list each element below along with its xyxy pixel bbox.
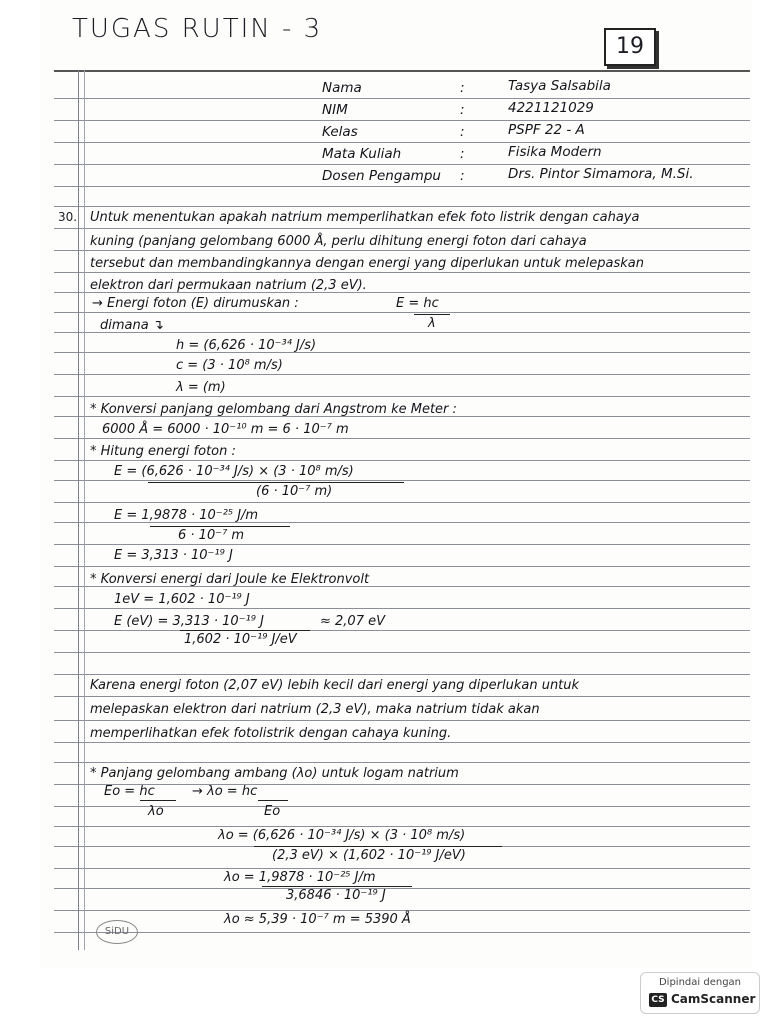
ruled-line bbox=[54, 502, 750, 503]
calc3-result: E = 3,313 · 10⁻¹⁹ J bbox=[114, 548, 233, 563]
ruled-line bbox=[54, 206, 750, 207]
ruled-line bbox=[54, 742, 750, 743]
ruled-line bbox=[54, 70, 750, 72]
conclusion-line-3: memperlihatkan efek fotolistrik dengan cahaya kuning. bbox=[90, 726, 452, 741]
calc2-numerator: E = 1,9878 · 10⁻²⁵ J/m bbox=[114, 508, 259, 523]
calc1-denominator: (6 · 10⁻⁷ m) bbox=[256, 484, 333, 499]
page-number: 19 bbox=[616, 34, 644, 59]
formula-denominator: λ bbox=[428, 316, 436, 331]
scanner-name: CamScanner bbox=[671, 992, 756, 1006]
ruled-line bbox=[54, 186, 750, 187]
thr1b-fraction-bar bbox=[258, 800, 288, 801]
threshold-heading: * Panjang gelombang ambang (λo) untuk logam natrium bbox=[90, 766, 459, 781]
ev-denominator: 1,602 · 10⁻¹⁹ J/eV bbox=[184, 632, 297, 647]
conversion-heading: * Konversi panjang gelombang dari Angstrom ke Meter : bbox=[90, 402, 457, 417]
label-dosen: Dosen Pengampu bbox=[322, 168, 441, 184]
ruled-line bbox=[54, 826, 750, 827]
sep-nim: : bbox=[460, 102, 465, 118]
label-kelas: Kelas bbox=[322, 124, 358, 140]
camscanner-logo-icon: CS bbox=[649, 993, 667, 1007]
value-kelas: PSPF 22 - A bbox=[508, 122, 585, 138]
thr2-denominator: (2,3 eV) × (1,602 · 10⁻¹⁹ J/eV) bbox=[272, 848, 466, 863]
calc2-fraction-bar bbox=[150, 526, 290, 527]
intro-line-1: Untuk menentukan apakah natrium memperlihatkan efek foto listrik dengan cahaya bbox=[90, 210, 640, 225]
def-c: c = (3 · 10⁸ m/s) bbox=[176, 358, 283, 373]
ruled-line bbox=[54, 438, 750, 439]
ruled-line bbox=[54, 652, 750, 653]
calc1-numerator: E = (6,626 · 10⁻³⁴ J/s) × (3 · 10⁸ m/s) bbox=[114, 464, 354, 479]
ruled-line bbox=[54, 762, 750, 763]
thr1b-denominator: Eo bbox=[264, 804, 281, 819]
scanner-caption: Dipindai dengan bbox=[658, 977, 742, 988]
value-nama: Tasya Salsabila bbox=[508, 78, 611, 94]
thr1-fraction-bar bbox=[140, 800, 176, 801]
ruled-line bbox=[54, 868, 750, 869]
thr3-denominator: 3,6846 · 10⁻¹⁹ J bbox=[286, 888, 386, 903]
conversion-line: 6000 Å = 6000 · 10⁻¹⁰ m = 6 · 10⁻⁷ m bbox=[102, 422, 349, 437]
camscanner-badge bbox=[640, 972, 760, 1014]
intro-line-2: kuning (panjang gelombang 6000 Å, perlu dihitung energi foton dari cahaya bbox=[90, 234, 587, 249]
value-nim: 4221121029 bbox=[508, 100, 594, 116]
ev-fraction-bar bbox=[180, 630, 310, 631]
def-h: h = (6,626 · 10⁻³⁴ J/s) bbox=[176, 338, 317, 353]
margin-line-inner bbox=[84, 70, 85, 950]
thr4-result: λo ≈ 5,39 · 10⁻⁷ m = 5390 Å bbox=[224, 912, 411, 927]
calc2-denominator: 6 · 10⁻⁷ m bbox=[178, 528, 245, 543]
margin-line bbox=[78, 70, 79, 950]
ruled-line bbox=[54, 720, 750, 721]
ruled-line bbox=[54, 460, 750, 461]
value-dosen: Drs. Pintor Simamora, M.Si. bbox=[508, 166, 694, 182]
thr1-numerator: Eo = hc bbox=[104, 784, 155, 799]
ruled-line bbox=[54, 674, 750, 675]
calc1-fraction-bar bbox=[148, 482, 404, 483]
ruled-line bbox=[54, 888, 750, 889]
thr3-numerator: λo = 1,9878 · 10⁻²⁵ J/m bbox=[224, 870, 376, 885]
ruled-line bbox=[54, 374, 750, 375]
ruled-line bbox=[54, 164, 750, 165]
page-number-box bbox=[604, 28, 656, 66]
ruled-line bbox=[54, 696, 750, 697]
conclusion-line-1: Karena energi foton (2,07 eV) lebih kecil dari energi yang diperlukan untuk bbox=[90, 678, 580, 693]
thr2-fraction-bar bbox=[254, 846, 502, 847]
ruled-line bbox=[54, 630, 750, 631]
formula-numerator: E = hc bbox=[396, 296, 439, 311]
ev-numerator: E (eV) = 3,313 · 10⁻¹⁹ J bbox=[114, 614, 264, 629]
ruled-line bbox=[54, 352, 750, 353]
thr1b-numerator: → λo = hc bbox=[192, 784, 258, 799]
sep-dosen: : bbox=[460, 168, 465, 184]
thr3-fraction-bar bbox=[262, 886, 412, 887]
question-number: 30. bbox=[58, 210, 78, 224]
ruled-line bbox=[54, 312, 750, 313]
ruled-line bbox=[54, 932, 750, 933]
ev-result: ≈ 2,07 eV bbox=[320, 614, 385, 629]
brand-stamp: SiDU bbox=[96, 920, 138, 944]
thr2-numerator: λo = (6,626 · 10⁻³⁴ J/s) × (3 · 10⁸ m/s) bbox=[218, 828, 466, 843]
ruled-line bbox=[54, 396, 750, 397]
thr1-denominator: λo bbox=[148, 804, 164, 819]
sep-kelas: : bbox=[460, 124, 465, 140]
intro-line-3: tersebut dan membandingkannya dengan energi yang diperlukan untuk melepaskan bbox=[90, 256, 645, 271]
label-nim: NIM bbox=[322, 102, 348, 118]
ruled-line bbox=[54, 784, 750, 785]
ruled-line bbox=[54, 910, 750, 911]
intro-line-4: elektron dari permukaan natrium (2,3 eV). bbox=[90, 278, 367, 293]
ruled-line bbox=[54, 120, 750, 121]
dimana-label: dimana ↴ bbox=[100, 318, 164, 333]
calc-heading: * Hitung energi foton : bbox=[90, 444, 236, 459]
ruled-line bbox=[54, 272, 750, 273]
ruled-line bbox=[54, 480, 750, 481]
ruled-line bbox=[54, 544, 750, 545]
ruled-line bbox=[54, 228, 750, 229]
page-title: TUGAS RUTIN - 3 bbox=[72, 14, 323, 44]
ruled-line bbox=[54, 566, 750, 567]
formula-fraction-bar bbox=[414, 314, 450, 315]
label-matkul: Mata Kuliah bbox=[322, 146, 402, 162]
label-nama: Nama bbox=[322, 80, 362, 96]
sep-nama: : bbox=[460, 80, 465, 96]
ev-definition: 1eV = 1,602 · 10⁻¹⁹ J bbox=[114, 592, 250, 607]
ev-heading: * Konversi energi dari Joule ke Elektronvolt bbox=[90, 572, 370, 587]
ruled-line bbox=[54, 250, 750, 251]
def-lambda: λ = (m) bbox=[176, 380, 226, 395]
conclusion-line-2: melepaskan elektron dari natrium (2,3 eV), maka natrium tidak akan bbox=[90, 702, 540, 717]
formula-intro: → Energi foton (E) dirumuskan : bbox=[92, 296, 299, 311]
ruled-line bbox=[54, 608, 750, 609]
value-matkul: Fisika Modern bbox=[508, 144, 602, 160]
ruled-line bbox=[54, 142, 750, 143]
sep-matkul: : bbox=[460, 146, 465, 162]
ruled-line bbox=[54, 98, 750, 99]
